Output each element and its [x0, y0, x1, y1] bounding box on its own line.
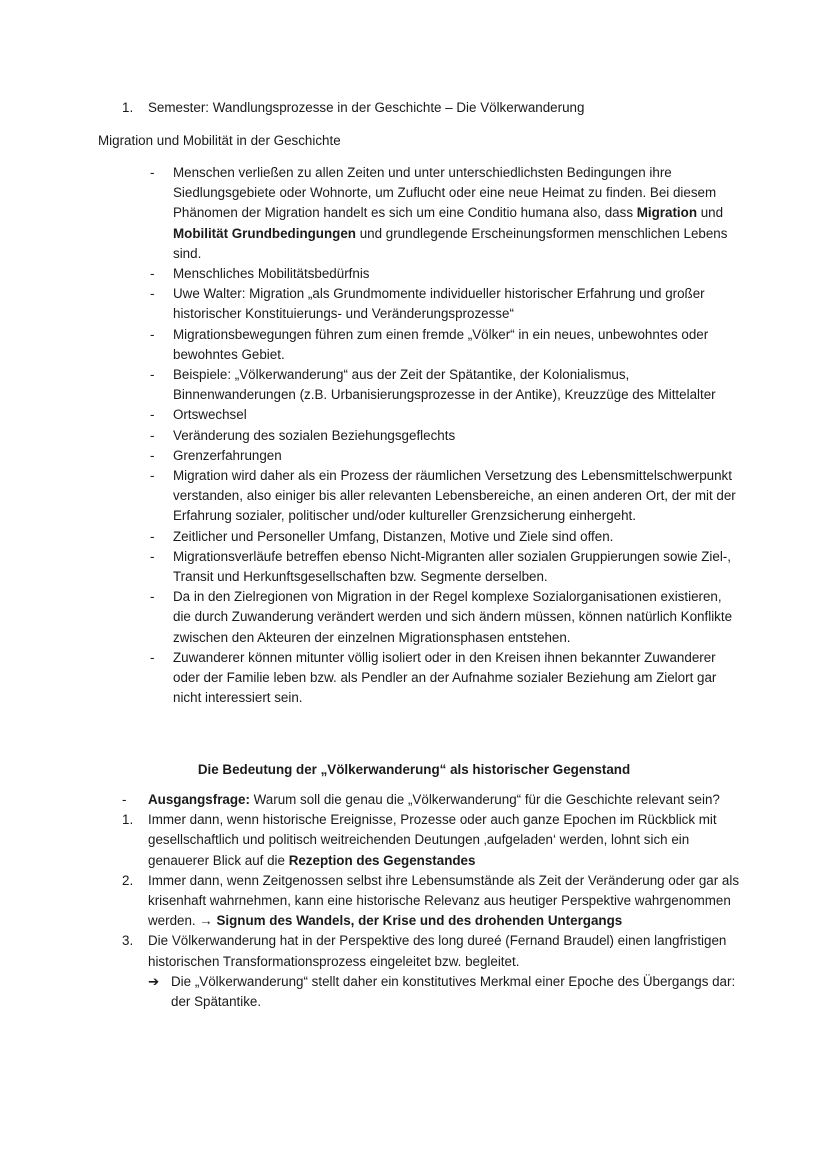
numbered-item-1: 1. Immer dann, wenn historische Ereignisse, Prozesse oder auch ganze Epochen im Rückblick mit gesellschaftlich und politisch weitreichenden Deutungen ‚aufgeladen‘ werden, lohnt sich ein genauerer Blick auf die Rezeption des Gegenstandes	[122, 812, 717, 868]
list-item: - Migrationsverläufe betreffen ebenso Nicht-Migranten aller sozialen Gruppierungen sowie Ziel-, Transit und Herkunftsgesellschaften bzw. Segmente derselben.	[150, 548, 731, 585]
list-item: - Menschen verließen zu allen Zeiten und unter unterschiedlichsten Bedingungen ihre Siedlungsgebiete oder Wohnorte, um Zuflucht oder eine neue Heimat zu finden. Bei diesem Phänomen der Migration handelt es sich um eine Conditio humana also, dass Migration und Mobilität Grundbedingungen und grundlegende Erscheinungsformen menschlichen Lebens sind.	[150, 165, 728, 261]
conclusion-item: ➔ Die „Völkerwanderung“ stellt daher ein konstitutives Merkmal einer Epoche des Übergangs dar: der Spätantike.	[148, 973, 736, 1010]
subheading: Die Bedeutung der „Völkerwanderung“ als historischer Gegenstand	[197, 762, 631, 777]
semester-heading	[122, 98, 742, 118]
list-item: - Menschliches Mobilitätsbedürfnis	[150, 266, 370, 282]
list-item: - Grenzerfahrungen	[150, 447, 282, 463]
numbered-item-3: 3. Die Völkerwanderung hat in der Perspektive des long dureé (Fernand Braudel) einen langfristigen historischen Transformationsprozess eingeleitet bzw. begleitet.	[122, 933, 727, 969]
question-item: - Ausgangsfrage: Warum soll die genau die „Völkerwanderung“ für die Geschichte relevant sein?	[122, 790, 742, 810]
section-title: Migration und Mobilität in der Geschichte	[98, 133, 341, 148]
list-item: - Ortswechsel	[150, 407, 247, 423]
list-item: - Zeitlicher und Personeller Umfang, Distanzen, Motive und Ziele sind offen.	[150, 528, 614, 544]
numbered-item-2: 2. Immer dann, wenn Zeitgenossen selbst ihre Lebensumstände als Zeit der Veränderung oder gar als krisenhaft wahrnehmen, kann eine historische Relevanz aus heutiger Perspektive wahrgenommen werden. → Signum des Wandels, der Krise und des drohenden Untergangs	[122, 872, 740, 929]
list-item: - Migrationsbewegungen führen zum einen fremde „Völker“ in ein neues, unbewohntes oder bewohntes Gebiet.	[150, 326, 709, 362]
dash-bullet: -	[122, 792, 127, 807]
arrow-icon: →	[199, 913, 213, 929]
list-item: - Zuwanderer können mitunter völlig isoliert oder in den Kreisen ihnen bekannter Zuwanderer oder der Familie leben bzw. als Pendler an der Aufnahme sozialer Beziehung am Zielort gar nicht interessiert sein.	[150, 649, 717, 706]
migration-bullet-list	[150, 163, 740, 708]
list-item: - Uwe Walter: Migration „als Grundmomente individueller historischer Erfahrung und großer historischer Konstituierungs- und Veränderungsprozesse“	[150, 286, 705, 322]
arrow-icon: ➔	[148, 973, 160, 989]
relevance-section	[122, 790, 742, 1012]
semester-title: Semester: Wandlungsprozesse in der Geschichte – Die Völkerwanderung	[148, 100, 585, 115]
list-item: - Da in den Zielregionen von Migration in der Regel komplexe Sozialorganisationen existieren, die durch Zuwanderung verändert werden und sich ändern müssen, können natürlich Konflikte zwischen den Akteuren der einzelnen Migrationsphasen entstehen.	[150, 589, 733, 645]
list-item: - Veränderung des sozialen Beziehungsgeflechts	[150, 427, 456, 443]
list-item: - Migration wird daher als ein Prozess der räumlichen Versetzung des Lebensmittelschwerpunkt verstanden, also einiger bis aller relevanten Lebensbereiche, an einen anderen Ort, der mit der Erfahrung sozialer, politischer und/oder kultureller Grenzsicherung einhergeht.	[150, 468, 736, 524]
list-number: 1.	[122, 100, 134, 115]
dash-bullet: -	[150, 165, 155, 180]
list-item: - Beispiele: „Völkerwanderung“ aus der Zeit der Spätantike, der Kolonialismus, Binnenwanderungen (z.B. Urbanisierungsprozesse in der Antike), Kreuzzüge des Mittelalter	[150, 367, 716, 403]
